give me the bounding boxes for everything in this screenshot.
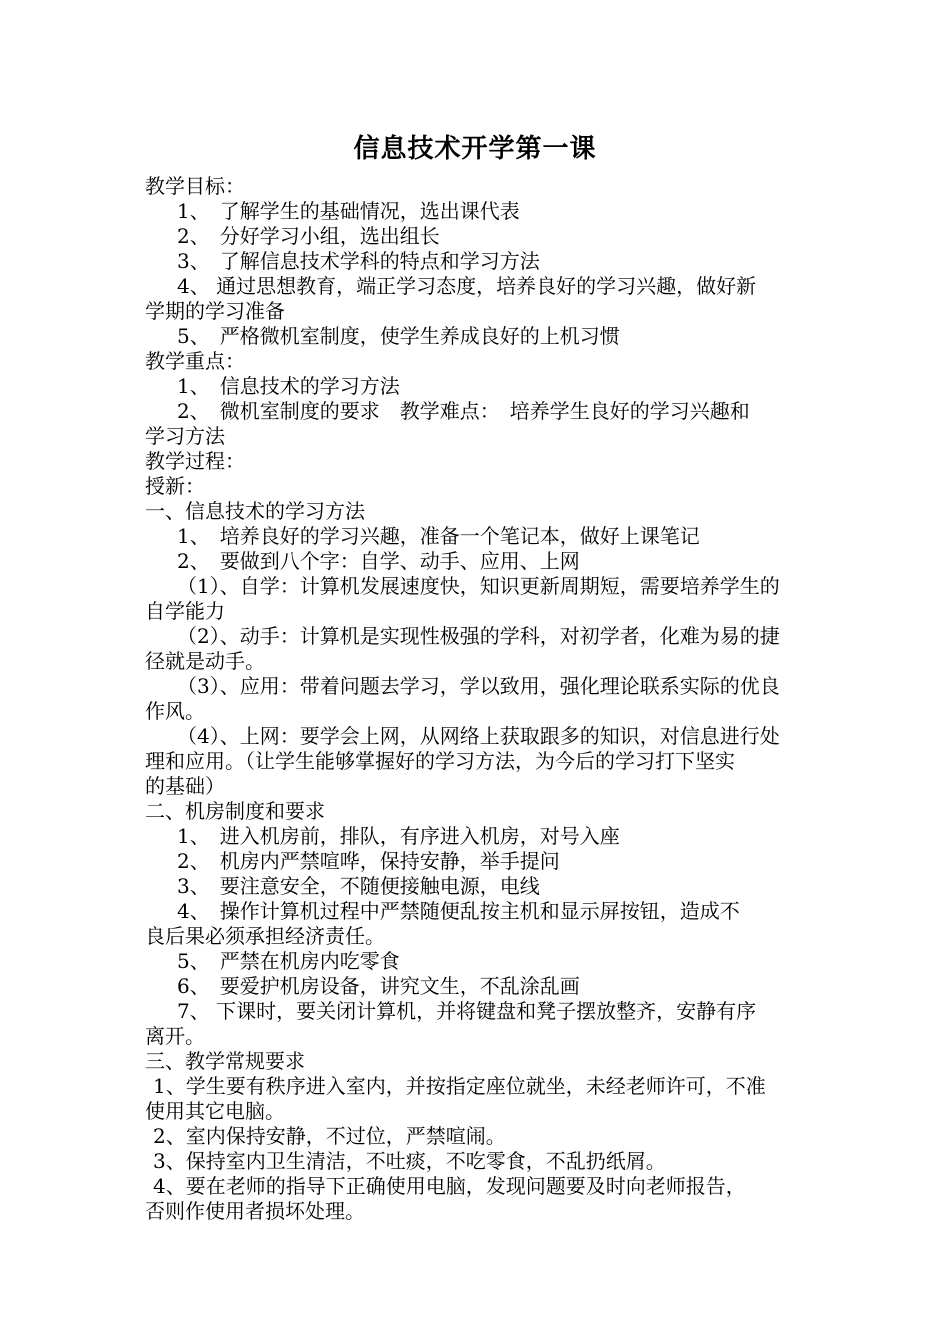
text-line: 良后果必须承担经济责任。 bbox=[145, 924, 385, 948]
text-line: 授新： bbox=[145, 474, 205, 498]
text-line: 使用其它电脑。 bbox=[145, 1099, 285, 1123]
page-title: 信息技术开学第一课 bbox=[353, 134, 597, 164]
text-line: 理和应用。（让学生能够掌握好的学习方法，为今后的学习打下坚实 bbox=[145, 749, 735, 773]
text-line: 一、信息技术的学习方法 bbox=[145, 499, 365, 523]
text-line: 教学重点： bbox=[145, 349, 245, 373]
text-line: 2、 分好学习小组，选出组长 bbox=[177, 224, 440, 248]
text-line: 教学过程： bbox=[145, 449, 245, 473]
text-line: （1）、自学：计算机发展速度快，知识更新周期短，需要培养学生的 bbox=[177, 574, 780, 598]
text-line: 1、 了解学生的基础情况，选出课代表 bbox=[177, 199, 520, 223]
text-line: 3、 了解信息技术学科的特点和学习方法 bbox=[177, 249, 540, 273]
text-line: 教学目标： bbox=[145, 174, 245, 198]
text-line: 1、 信息技术的学习方法 bbox=[177, 374, 400, 398]
text-line: 的基础） bbox=[145, 774, 225, 798]
text-line: 3、 要注意安全，不随便接触电源，电线 bbox=[177, 874, 540, 898]
document-body bbox=[145, 174, 810, 1224]
text-line: 7、 下课时，要关闭计算机，并将键盘和凳子摆放整齐，安静有序 bbox=[177, 999, 757, 1023]
text-line: （2）、动手：计算机是实现性极强的学科，对初学者，化难为易的捷 bbox=[177, 624, 780, 648]
text-line: 1、 培养良好的学习兴趣，准备一个笔记本，做好上课笔记 bbox=[177, 524, 700, 548]
text-line: 2、 要做到八个字：自学、动手、应用、上网 bbox=[177, 549, 580, 573]
text-line: 离开。 bbox=[145, 1024, 205, 1048]
text-line: 三、教学常规要求 bbox=[145, 1049, 305, 1073]
text-line: 二、机房制度和要求 bbox=[145, 799, 325, 823]
text-line: 作风。 bbox=[145, 699, 205, 723]
text-line: 3、保持室内卫生清洁，不吐痰，不吃零食，不乱扔纸屑。 bbox=[153, 1149, 666, 1173]
text-line: 1、 进入机房前，排队，有序进入机房，对号入座 bbox=[177, 824, 620, 848]
text-line: 学期的学习准备 bbox=[145, 299, 285, 323]
text-line: 5、 严格微机室制度，使学生养成良好的上机习惯 bbox=[177, 324, 620, 348]
text-line: 学习方法 bbox=[145, 424, 225, 448]
text-line: 2、室内保持安静，不过位，严禁喧闹。 bbox=[153, 1124, 506, 1148]
text-line: 1、学生要有秩序进入室内，并按指定座位就坐，未经老师许可，不准 bbox=[153, 1074, 766, 1098]
text-line: 2、 机房内严禁喧哗，保持安静，举手提问 bbox=[177, 849, 560, 873]
text-line: 否则作使用者损坏处理。 bbox=[145, 1199, 365, 1223]
text-line: 自学能力 bbox=[145, 599, 225, 623]
text-line: 6、 要爱护机房设备，讲究文生，不乱涂乱画 bbox=[177, 974, 580, 998]
text-line: 2、 微机室制度的要求 教学难点： 培养学生良好的学习兴趣和 bbox=[177, 399, 750, 423]
text-line: （3）、应用：带着问题去学习，学以致用，强化理论联系实际的优良 bbox=[177, 674, 780, 698]
text-line: （4）、上网：要学会上网，从网络上获取跟多的知识，对信息进行处 bbox=[177, 724, 780, 748]
text-line: 径就是动手。 bbox=[145, 649, 265, 673]
text-line: 4、要在老师的指导下正确使用电脑，发现问题要及时向老师报告， bbox=[153, 1174, 746, 1198]
text-line: 4、 通过思想教育，端正学习态度，培养良好的学习兴趣，做好新 bbox=[177, 274, 757, 298]
text-line: 5、 严禁在机房内吃零食 bbox=[177, 949, 400, 973]
text-line: 4、 操作计算机过程中严禁随便乱按主机和显示屏按钮，造成不 bbox=[177, 899, 740, 923]
